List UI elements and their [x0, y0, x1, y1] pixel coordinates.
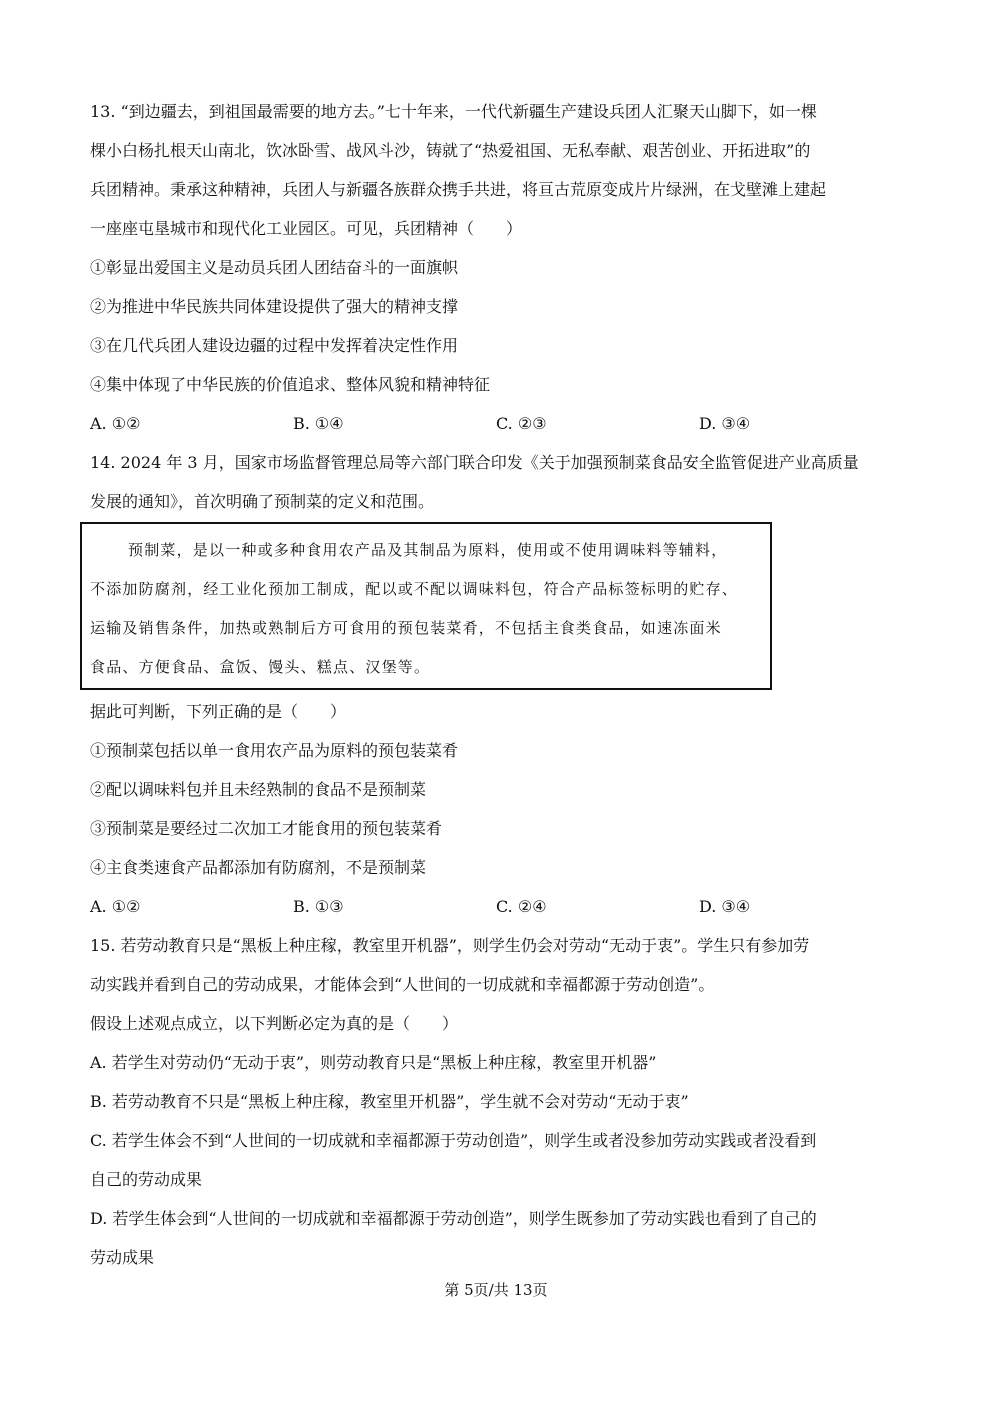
q14-definition-box	[80, 522, 772, 690]
q13-option-d[interactable]: D. ③④	[699, 414, 751, 433]
q13-option-c[interactable]: C. ②③	[496, 414, 547, 433]
q13-stem-line-1: 13. “到边疆去，到祖国最需要的地方去。”七十年来，一代代新疆生产建设兵团人汇聚天山脚下，如一棵	[90, 102, 817, 121]
q14-option-c[interactable]: C. ②④	[496, 897, 547, 916]
q13-stem-line-3: 兵团精神。秉承这种精神，兵团人与新疆各族群众携手共进，将亘古荒原变成片片绿洲，在戈壁滩上建起	[90, 180, 827, 199]
q13-option-b[interactable]: B. ①④	[293, 414, 344, 433]
q14-option-b[interactable]: B. ①③	[293, 897, 344, 916]
q13-statement-3: ③在几代兵团人建设边疆的过程中发挥着决定性作用	[90, 336, 459, 355]
q14-stem-line-2: 发展的通知》，首次明确了预制菜的定义和范围。	[90, 492, 435, 511]
q15-option-d-line-1[interactable]: D. 若学生体会到“人世间的一切成就和幸福都源于劳动创造”，则学生既参加了劳动实践也看到了自己的	[90, 1209, 817, 1228]
q15-option-c-line-2[interactable]: 自己的劳动成果	[90, 1170, 203, 1189]
q14-box-line-1: 预制菜，是以一种或多种食用农产品及其制品为原料，使用或不使用调味料等辅料，	[128, 541, 728, 559]
q14-box-line-3: 运输及销售条件，加热或熟制后方可食用的预包装菜肴，不包括主食类食品，如速冻面米	[90, 619, 722, 637]
q15-option-d-line-2[interactable]: 劳动成果	[90, 1248, 155, 1267]
q14-prompt: 据此可判断，下列正确的是（ ）	[90, 702, 347, 721]
q14-box-line-2: 不添加防腐剂，经工业化预加工制成，配以或不配以调味料包，符合产品标签标明的贮存、	[90, 580, 739, 598]
q15-option-a[interactable]: A. 若学生对劳动仍“无动于衷”，则劳动教育只是“黑板上种庄稼，教室里开机器”	[90, 1053, 657, 1072]
q14-stem-line-1: 14. 2024 年 3 月，国家市场监督管理总局等六部门联合印发《关于加强预制菜食品安全监管促进产业高质量	[90, 453, 859, 472]
q15-stem-line-2: 动实践并看到自己的劳动成果，才能体会到“人世间的一切成就和幸福都源于劳动创造”。	[90, 975, 715, 994]
q13-statement-4: ④集中体现了中华民族的价值追求、整体风貌和精神特征	[90, 375, 491, 394]
q13-option-a[interactable]: A. ①②	[90, 414, 141, 433]
q14-option-a[interactable]: A. ①②	[90, 897, 141, 916]
q14-statement-1: ①预制菜包括以单一食用农产品为原料的预包装菜肴	[90, 741, 459, 760]
q13-stem-line-2: 棵小白杨扎根天山南北，饮冰卧雪、战风斗沙，铸就了“热爱祖国、无私奉献、艰苦创业、开拓进取”的	[90, 141, 811, 160]
q15-prompt: 假设上述观点成立，以下判断必定为真的是（ ）	[90, 1014, 459, 1033]
q15-option-b[interactable]: B. 若劳动教育不只是“黑板上种庄稼，教室里开机器”，学生就不会对劳动“无动于衷”	[90, 1092, 689, 1111]
q15-stem-line-1: 15. 若劳动教育只是“黑板上种庄稼，教室里开机器”，则学生仍会对劳动“无动于衷”。学生只有参加劳	[90, 936, 810, 955]
q14-statement-4: ④主食类速食产品都添加有防腐剂，不是预制菜	[90, 858, 427, 877]
q14-option-d[interactable]: D. ③④	[699, 897, 751, 916]
page-number: 第 5页/共 13页	[444, 1281, 548, 1299]
q15-option-c-line-1[interactable]: C. 若学生体会不到“人世间的一切成就和幸福都源于劳动创造”，则学生或者没参加劳动实践或者没看到	[90, 1131, 817, 1150]
q14-options	[90, 897, 910, 917]
q14-statement-3: ③预制菜是要经过二次加工才能食用的预包装菜肴	[90, 819, 443, 838]
q14-box-line-4: 食品、方便食品、盒饭、馒头、糕点、汉堡等。	[90, 658, 431, 676]
q13-options	[90, 414, 910, 434]
q13-stem-line-4: 一座座屯垦城市和现代化工业园区。可见，兵团精神（ ）	[90, 219, 523, 238]
q13-statement-1: ①彰显出爱国主义是动员兵团人团结奋斗的一面旗帜	[90, 258, 459, 277]
q14-statement-2: ②配以调味料包并且未经熟制的食品不是预制菜	[90, 780, 427, 799]
q13-statement-2: ②为推进中华民族共同体建设提供了强大的精神支撑	[90, 297, 459, 316]
